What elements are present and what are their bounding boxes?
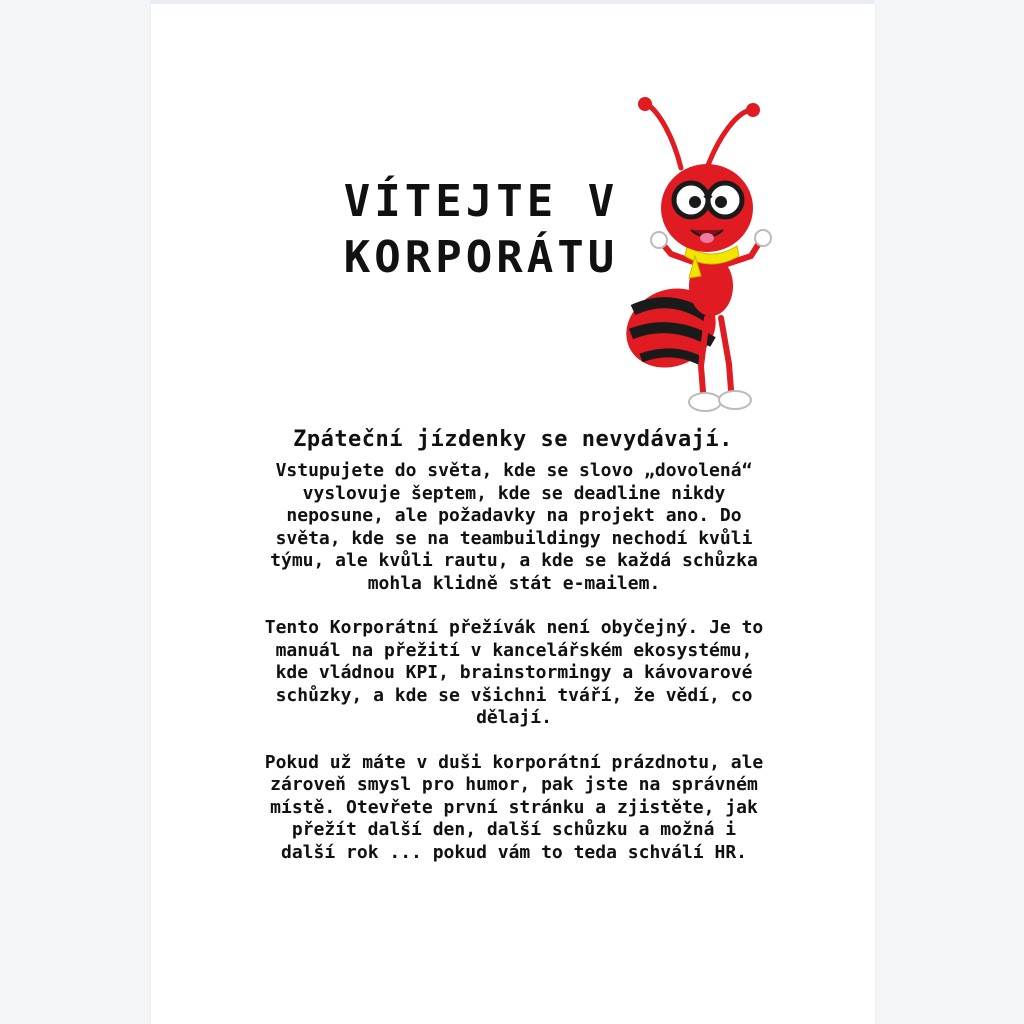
subheading: Zpáteční jízdenky se nevydávají. — [293, 427, 733, 452]
document-page — [150, 4, 876, 1024]
paragraph-2: Tento Korporátní přežívák není obyčejný. Je to manuál na přežití v kancelářském ekosystému, kde vládnou KPI, brainstormingy a kávovarové schůzky, a kde se všichni tváří, že vědí, co dělají. — [264, 617, 764, 728]
paragraph-3: Pokud už máte v duši korporátní prázdnotu, ale zároveň smysl pro humor, pak jste na správném místě. Otevřete první stránku a zjistěte, jak přežít další den, další schůzku a možná i další rok ... pokud vám to teda schválí HR. — [264, 751, 764, 863]
paragraph-1: Vstupujete do světa, kde se slovo „dovolená“ vyslovuje šeptem, kde se deadline nikdy neposune, ale požadavky na projekt ano. Do světa, kde se na teambuildingy nechodí kvůli týmu, ale kvůli rautu, a kde se každá schůzka mohla klidně stát e-mailem. — [270, 460, 758, 594]
body-text — [261, 460, 767, 886]
page-title: VÍTEJTE V KORPORÁTU — [343, 176, 619, 283]
ant-mascot-icon — [611, 96, 783, 420]
